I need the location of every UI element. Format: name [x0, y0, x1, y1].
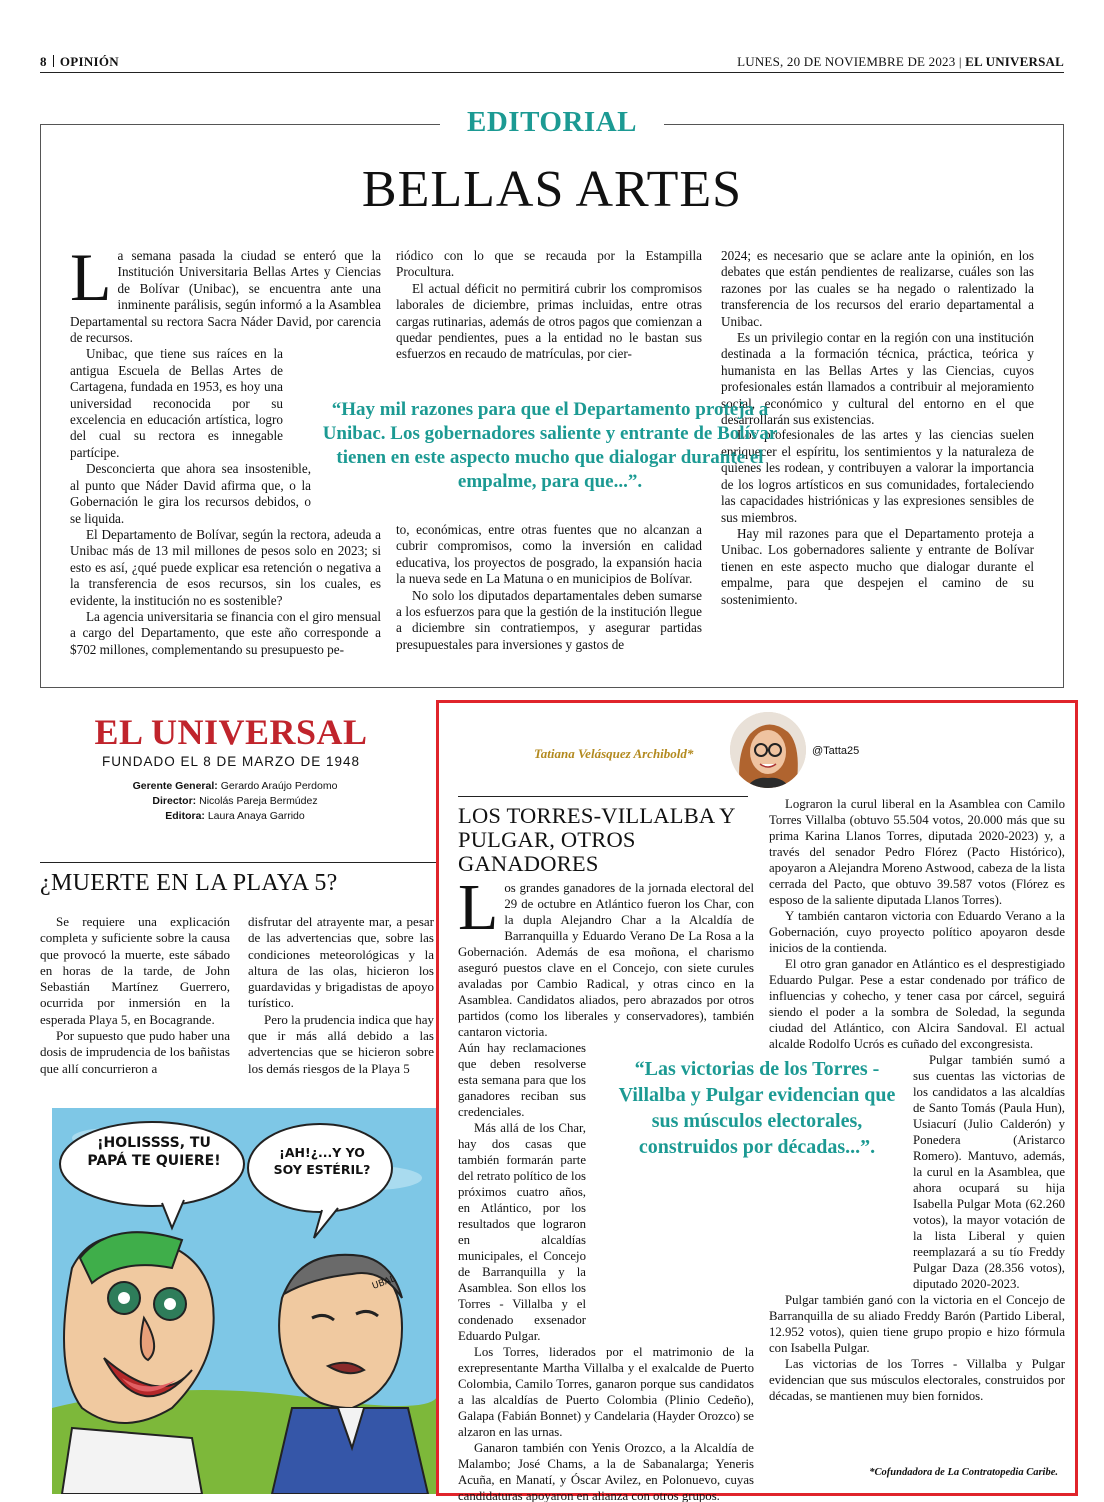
masthead-logo: EL UNIVERSAL	[94, 712, 368, 752]
editorial-paragraph: Hay mil razones para que el Departamento proteja a Unibac. Los gobernadores saliente y entrante de Bolívar tienen en este aspecto mucho que dialogar durante el empalme, para que despejen el camino de su sostenimiento.	[721, 525, 1034, 607]
editorial-paragraph: No solo los diputados departamentales deben sumarse a los esfuerzos para que la gestión de la institución llegue a diciembre sin contratiempos, y asegurar partidas presupuestales para inversiones y gastos de	[396, 587, 702, 652]
author-name: Tatiana Velásquez Archibold*	[534, 746, 694, 761]
column-paragraph: Más allá de los Char, hay dos casas que también formarán parte del retrato político de los próximos cuatro años, en Atlántico, por los resultados que lograron en alcaldías municipales, el Concejo de Barranquilla y la Asamblea. Son ellos los Torres - Villalba y el condenado exsenador Eduardo Pulgar.	[458, 1121, 586, 1343]
cartoon	[52, 1108, 436, 1494]
editorial-paragraph: Es un privilegio contar en la región con una institución destinada a la formación técnica, práctica, teórica y humanista en las Bellas Artes y las Ciencias, cuyos profesionales están llamados a contribuir al mejoramiento social, económico y cultural del entorno en el que desarrollarán sus existencias.	[721, 330, 1034, 428]
editorial-paragraph: to, económicas, entre otras fuentes que no alcanzan a cubrir compromisos, como la inversión en calidad educativa, los proyectos de posgrado, la expansión hacia la nueva sede en La Matuna o en municipios de Bolívar.	[396, 522, 702, 587]
column-paragraph: Lograron la curul liberal en la Asamblea con Camilo Torres Villalba (obtuvo 55.504 votos, 20.000 más que su prima Karina Llanos Torres, diputada 2020-2023) y, a través del senador Pedro Flórez (Pacto Histórico), apoyaron a Alejandra Moreno Astwood, cabeza de la lista cerrada del Pacto, que obtuvo 39.587 votos (Flórez es esposo de la saliente diputada Llanos Torres).	[769, 797, 1065, 907]
staff-line: Director: Nicolás Pareja Bermúdez	[152, 795, 318, 807]
muerte-paragraph: Se requiere una explicación completa y suficiente sobre la causa que provocó la muerte, este sábado en horas de la tarde, de John Sebastián Martínez Guerrero, ocurrida por inmersión en la esperada Playa 5, en Bocagrande.	[40, 914, 230, 1027]
column-paragraph: Pulgar también ganó con la victoria en el Concejo de Barranquilla de su aliado Freddy Barón (Partido Liberal, 12.952 votos), quien tiene grupo propio e hizo fórmula con Isabella Pulgar.	[769, 1293, 1065, 1355]
editorial-paragraph: Desconcierta que ahora sea insostenible, al punto que Náder David afirma que, o la Gobernación le gira los recursos debidos, o se liquida.	[70, 461, 311, 526]
column-paragraph: El otro gran ganador en Atlántico es el desprestigiado Eduardo Pulgar. Pese a estar condenado por tráfico de influencias y cohecho, y tener casa por cárcel, seguirá siendo el poder a la sombra de Soledad, la segunda ciudad del Atlántico, con Alcira Sandoval. El actual alcalde Rodolfo Ucrós es cuñado del excongresista.	[769, 957, 1065, 1051]
staff-box	[110, 779, 360, 824]
column-paragraph: Ganaron también con Yenis Orozco, a la Alcaldía de Malambo; José Chams, a la de Sabanalarga; Yeneris Acuña, en Manatí, y Óscar Avilez, en Polonuevo, cuyas candidaturas apoyaron en alianza con otros grupos.	[458, 1441, 754, 1502]
muerte-column-2	[248, 914, 434, 1084]
editorial-pullquote: “Hay mil razones para que el Departamento proteja a Unibac. Los gobernadores saliente y entrante de Bolívar tienen en este aspecto mucho que dialogar durante el empalme, para que...”.	[322, 399, 778, 492]
author-footnote: *Cofundadora de La Contratopedia Caribe.	[869, 1467, 1058, 1478]
header-rule	[40, 72, 1064, 73]
editorial-column-2-top	[396, 248, 702, 398]
paper-name: EL UNIVERSAL	[965, 54, 1064, 69]
dateline: LUNES, 20 DE NOVIEMBRE DE 2023 | EL UNIVERSAL	[737, 54, 1064, 69]
muerte-paragraph: disfrutar del atrayente mar, a pesar de las advertencias que, sobre las condiciones meteorológicas y la altura de las olas, hicieron los guardavidas y brigadistas de apoyo turístico.	[248, 914, 434, 1011]
editorial-paragraph: El actual déficit no permitirá cubrir los compromisos laborales de diciembre, primas incluidas, entre otras cargas rutinarias, además de otros pagos que comienzan a quedar pendientes, pues a la entidad no le bastan sus esfuerzos en recaudo de matrículas, por cier-	[396, 280, 702, 362]
cartoon-signature: UBAL	[371, 1274, 397, 1292]
column-paragraph: Los grandes ganadores de la jornada electoral del 29 de octubre en Atlántico fueron los Char, con la dupla Alejandro Char a la Alcaldía de Barranquilla y Eduardo Verano De La Rosa a la Gobernación. Además de esa moñona, el charismo aseguró puestos clave en el Concejo, con siete curules avaladas por Cambio Radical, y otras cinco en la Asamblea. Candidatos aliados, pero abrazados por otros partidos (como los liberales y conservadores), también cantaron victoria.	[458, 871, 754, 1039]
author-portrait	[730, 712, 806, 788]
column-paragraph: Aún hay reclamaciones que deben resolverse esta semana para que los ganadores reciban sus credenciales.	[458, 1041, 586, 1119]
editorial-title: BELLAS ARTES	[361, 161, 743, 218]
column-paragraph: Las victorias de los Torres - Villalba y Pulgar evidencian que sus músculos electorales, construidos por décadas, se mantienen muy bien fornidos.	[769, 1357, 1065, 1403]
speech-bubble-right: ¡AH!¿...Y YO SOY ESTÉRIL?	[273, 1145, 371, 1177]
muerte-rule	[40, 862, 436, 863]
column-pullquote: “Las victorias de los Torres - Villalba y Pulgar evidencian que sus músculos electorales, construidos por décadas...”.	[608, 1054, 906, 1162]
page-number: 8	[40, 54, 47, 69]
author-avatar	[730, 712, 806, 788]
editorial-paragraph: Los profesionales de las artes y las ciencias suelen enriquecer el espíritu, los sentimientos y la naturaleza de quienes les rodean, y contribuyen a valorar la importancia de los logros artísticos en sus comunidades, fortaleciendo las capacidades histriónicas y las expresiones sensibles de sus miembros.	[721, 427, 1034, 525]
column-title: LOS TORRES-VILLALBA Y PULGAR, OTROS GANADORES	[458, 803, 735, 876]
editorial-paragraph: Unibac, que tiene sus raíces en la antigua Escuela de Bellas Artes de Cartagena, fundada en 1953, es hoy una universidad reconocida por su excelencia en educación artística, logro del cual su rectora es innegable partícipe.	[70, 346, 283, 460]
muerte-column-1	[40, 914, 230, 1077]
masthead	[90, 712, 372, 769]
column-title-rule	[458, 796, 748, 797]
column-paragraph: Los Torres, liderados por el matrimonio de la exrepresentante Martha Villalba y el exalcalde de Puerto Colombia, Camilo Torres, ganaron porque sus candidatos a las alcaldías de Puerto Colombia (Plinio Cedeño), Galapa (Fabián Bonnet) y Candelaria (Hayder Orozco) se alzaron en las urnas.	[458, 1345, 754, 1439]
staff-line: Editora: Laura Anaya Garrido	[165, 810, 305, 822]
muerte-paragraph: Por supuesto que pudo haber una dosis de imprudencia de los bañistas que allí concurrieron a	[40, 1028, 230, 1076]
muerte-title: ¿MUERTE EN LA PLAYA 5?	[40, 870, 338, 896]
drop-cap: L	[458, 871, 499, 944]
muerte-paragraph: Pero la prudencia indica que hay que ir más allá debido a las advertencias que se hicieron sobre los demás riesgos de la Playa 5	[248, 1011, 434, 1076]
opinion-column-1	[458, 871, 754, 1502]
page-folio	[40, 54, 119, 70]
masthead-founded: FUNDADO EL 8 DE MARZO DE 1948	[101, 754, 361, 769]
editorial-paragraph: La semana pasada la ciudad se enteró que la Institución Universitaria Bellas Artes y Ciencias de Bolívar (Unibac), se encuentra ante una inminente parálisis, según informó a la Asamblea Departamental su rectora Sacra Náder David, por carencia de recursos.	[70, 239, 381, 346]
editorial-paragraph: 2024; es necesario que se aclare ante la opinión, en los debates que están pendientes de realizarse, cuáles son las razones por las cuales se ha negado o ralentizado la transferencia de los recursos del erario departamental a Unibac.	[721, 248, 1034, 329]
date-text: LUNES, 20 DE NOVIEMBRE DE 2023	[737, 54, 956, 69]
section-name: OPINIÓN	[59, 54, 119, 69]
drop-cap: L	[70, 239, 112, 315]
column-paragraph: Pulgar también sumó a sus cuentas las victorias de los candidatos a las alcaldías de Santo Tomás (Paula Hun), Usiacurí (Julio Calderón) y Ponedera (Aristarco Romero). Mantuvo, además, la curul en la Asamblea, que ahora ocupará su hija Isabella Pulgar Mota (62.260 votos), la mayor votación de la lista Liberal y quien reemplazará a su tío Freddy Pulgar Daza (28.356 votos), diputado 2020-2023.	[913, 1053, 1065, 1291]
editorial-kicker: EDITORIAL	[440, 106, 664, 139]
speech-bubble-left: ¡HOLISSSS, TU PAPÁ TE QUIERE!	[87, 1135, 221, 1169]
column-paragraph: Y también cantaron victoria con Eduardo Verano a la Gobernación, cuyo proyecto político apoyaron desde inicios de la contienda.	[769, 909, 1065, 955]
author-handle: @Tatta25	[812, 745, 860, 757]
editorial-paragraph: El Departamento de Bolívar, según la rectora, adeuda a Unibac más de 13 mil millones de pesos solo en 2023; si esto es así, ¿qué puede explicar esa retención o negativa a la transferencia de esos recursos, sin los cuales, es evidente, la institución no es sostenible?	[70, 526, 381, 608]
editorial-paragraph: La agencia universitaria se financia con el giro mensual a cargo del Departamento, que este año corresponde a $702 millones, complementando su presupuesto pe-	[70, 608, 381, 657]
editorial-column-2-bottom	[396, 522, 702, 662]
staff-line: Gerente General: Gerardo Araújo Perdomo	[132, 780, 338, 792]
editorial-paragraph: riódico con lo que se recauda por la Estampilla Procultura.	[396, 248, 702, 280]
